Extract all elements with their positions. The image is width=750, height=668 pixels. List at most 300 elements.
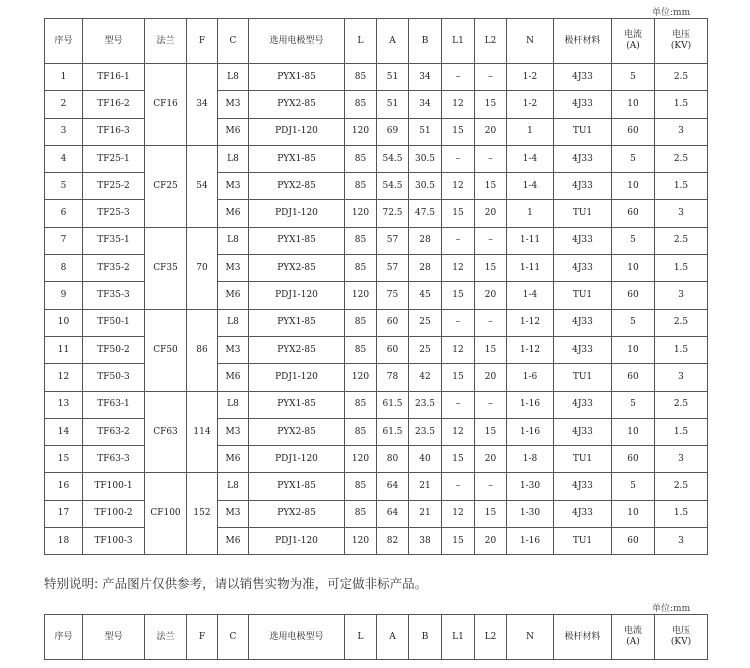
table-row [45,391,708,418]
electrode-model-cell: PDJ1-120 [249,282,345,309]
column-header [409,19,442,64]
b-cell: 28 [409,227,442,254]
voltage-cell: 1.5 [655,500,708,527]
index-cell: 13 [45,391,83,418]
column-header-label: F [198,631,206,642]
table-row [45,173,708,200]
model-cell: TF16-1 [83,64,145,91]
index-cell: 14 [45,418,83,445]
l1-cell: – [442,64,475,91]
voltage-cell: 2.5 [655,64,708,91]
l1-cell: – [442,473,475,500]
column-header [554,615,612,660]
model-cell: TF100-1 [83,473,145,500]
c-cell: L8 [218,145,249,172]
l2-cell: – [475,391,507,418]
l-cell: 120 [345,528,377,555]
b-cell: 38 [409,528,442,555]
electrode-model-cell: PDJ1-120 [249,200,345,227]
material-cell: 4J33 [554,145,612,172]
a-cell: 61.5 [377,391,409,418]
l2-cell: 20 [475,446,507,473]
n-cell: 1-2 [507,64,554,91]
n-cell: 1-2 [507,91,554,118]
column-header-unit: (A) [626,41,640,51]
f-cell: 152 [187,473,218,555]
column-header [655,615,708,660]
index-cell: 17 [45,500,83,527]
l2-cell: – [475,145,507,172]
column-header [507,19,554,64]
l2-cell: 20 [475,118,507,145]
current-cell: 60 [612,446,655,473]
voltage-cell: 1.5 [655,418,708,445]
flange-cell: CF25 [145,145,187,227]
l1-cell: 15 [442,446,475,473]
voltage-cell: 3 [655,364,708,391]
electrode-model-cell: PYX1-85 [249,145,345,172]
current-cell: 10 [612,336,655,363]
flange-cell: CF50 [145,309,187,391]
current-cell: 5 [612,145,655,172]
b-cell: 34 [409,64,442,91]
material-cell: 4J33 [554,500,612,527]
column-header-label: 型号 [104,35,123,46]
table-row [45,309,708,336]
material-cell: TU1 [554,528,612,555]
column-header-label: A [389,631,396,642]
l1-cell: – [442,145,475,172]
column-header [187,615,218,660]
column-header [249,615,345,660]
l1-cell: 15 [442,200,475,227]
column-header [249,19,345,64]
model-cell: TF50-2 [83,336,145,363]
column-header-label: 电压 [671,626,690,636]
column-header-label: L2 [484,35,497,46]
model-cell: TF50-3 [83,364,145,391]
voltage-cell: 3 [655,446,708,473]
b-cell: 51 [409,118,442,145]
electrode-model-cell: PYX1-85 [249,473,345,500]
material-cell: 4J33 [554,391,612,418]
b-cell: 21 [409,500,442,527]
column-header-unit: (KV) [670,637,692,647]
b-cell: 25 [409,309,442,336]
voltage-cell: 3 [655,282,708,309]
column-header [377,615,409,660]
l1-cell: – [442,391,475,418]
column-header-label: 极杆材料 [564,35,601,46]
l1-cell: 12 [442,91,475,118]
l1-cell: 12 [442,173,475,200]
current-cell: 10 [612,173,655,200]
l-cell: 120 [345,364,377,391]
column-header [187,19,218,64]
table-row [45,227,708,254]
voltage-cell: 3 [655,200,708,227]
flange-cell: CF63 [145,391,187,473]
c-cell: L8 [218,227,249,254]
voltage-cell: 3 [655,118,708,145]
current-cell: 10 [612,91,655,118]
f-cell: 54 [187,145,218,227]
b-cell: 45 [409,282,442,309]
column-header [475,615,507,660]
n-cell: 1-6 [507,364,554,391]
column-header-label: 选用电极型号 [269,631,324,642]
unit-label-bottom: 单位:mm [652,604,691,614]
column-header [83,19,145,64]
l2-cell: 20 [475,364,507,391]
l-cell: 85 [345,500,377,527]
column-header [554,19,612,64]
index-cell: 3 [45,118,83,145]
column-header-label: 极杆材料 [564,631,601,642]
model-cell: TF63-3 [83,446,145,473]
current-cell: 5 [612,473,655,500]
a-cell: 82 [377,528,409,555]
table-row [45,118,708,145]
column-header-label: 序号 [54,35,73,46]
n-cell: 1-12 [507,336,554,363]
table-header-row [45,19,708,64]
table-row [45,200,708,227]
voltage-cell: 1.5 [655,91,708,118]
table-row [45,91,708,118]
c-cell: M3 [218,173,249,200]
electrode-model-cell: PDJ1-120 [249,118,345,145]
n-cell: 1 [507,118,554,145]
index-cell: 5 [45,173,83,200]
voltage-cell: 2.5 [655,473,708,500]
model-cell: TF16-3 [83,118,145,145]
electrode-model-cell: PYX2-85 [249,336,345,363]
current-cell: 60 [612,364,655,391]
c-cell: M3 [218,336,249,363]
electrode-model-cell: PYX1-85 [249,64,345,91]
n-cell: 1-8 [507,446,554,473]
column-header-label: L1 [452,35,464,46]
column-header [218,615,249,660]
l-cell: 85 [345,173,377,200]
column-header-unit: (A) [626,637,640,647]
n-cell: 1-4 [507,145,554,172]
column-header-label: 型号 [104,631,123,642]
n-cell: 1-12 [507,309,554,336]
column-header-label: F [198,35,206,46]
c-cell: M6 [218,528,249,555]
column-header-label: C [229,631,237,642]
l1-cell: 12 [442,336,475,363]
n-cell: 1-4 [507,173,554,200]
material-cell: 4J33 [554,64,612,91]
n-cell: 1-4 [507,282,554,309]
material-cell: TU1 [554,282,612,309]
column-header [507,615,554,660]
l-cell: 85 [345,336,377,363]
l-cell: 85 [345,255,377,282]
spec-table [44,18,708,555]
column-header-label: N [526,631,534,642]
column-header-label: A [389,35,396,46]
n-cell: 1-30 [507,473,554,500]
model-cell: TF35-3 [83,282,145,309]
model-cell: TF25-3 [83,200,145,227]
l2-cell: 15 [475,173,507,200]
b-cell: 30.5 [409,145,442,172]
material-cell: 4J33 [554,173,612,200]
l-cell: 85 [345,418,377,445]
c-cell: M3 [218,91,249,118]
table-row [45,145,708,172]
b-cell: 40 [409,446,442,473]
column-header-label: N [526,35,534,46]
column-header-label: L1 [452,631,464,642]
column-header-label: C [229,35,237,46]
electrode-model-cell: PDJ1-120 [249,446,345,473]
electrode-model-cell: PYX1-85 [249,227,345,254]
column-header [442,19,475,64]
unit-label-top: 单位:mm [652,8,691,18]
l1-cell: 15 [442,282,475,309]
l2-cell: 15 [475,418,507,445]
current-cell: 5 [612,227,655,254]
l1-cell: – [442,309,475,336]
index-cell: 10 [45,309,83,336]
l2-cell: 15 [475,500,507,527]
flange-cell: CF35 [145,227,187,309]
material-cell: 4J33 [554,336,612,363]
electrode-model-cell: PYX2-85 [249,173,345,200]
voltage-cell: 2.5 [655,145,708,172]
table-row [45,64,708,91]
current-cell: 60 [612,528,655,555]
index-cell: 9 [45,282,83,309]
spec-table-repeat [44,614,708,660]
current-cell: 60 [612,118,655,145]
l-cell: 85 [345,473,377,500]
c-cell: L8 [218,473,249,500]
column-header [45,19,83,64]
flange-cell: CF16 [145,64,187,146]
model-cell: TF25-1 [83,145,145,172]
flange-cell: CF100 [145,473,187,555]
material-cell: TU1 [554,364,612,391]
index-cell: 15 [45,446,83,473]
voltage-cell: 3 [655,528,708,555]
column-header-label: 电流 [623,626,642,636]
current-cell: 5 [612,64,655,91]
l1-cell: 12 [442,500,475,527]
l-cell: 120 [345,282,377,309]
c-cell: M6 [218,282,249,309]
column-header-label: 序号 [54,631,73,642]
l-cell: 120 [345,446,377,473]
l2-cell: 15 [475,255,507,282]
a-cell: 80 [377,446,409,473]
b-cell: 34 [409,91,442,118]
c-cell: L8 [218,64,249,91]
material-cell: 4J33 [554,473,612,500]
c-cell: M6 [218,446,249,473]
a-cell: 64 [377,473,409,500]
model-cell: TF35-1 [83,227,145,254]
l-cell: 85 [345,309,377,336]
l-cell: 85 [345,64,377,91]
index-cell: 18 [45,528,83,555]
column-header-label: B [421,631,429,642]
column-header-label: L [357,35,364,46]
current-cell: 60 [612,200,655,227]
electrode-model-cell: PYX2-85 [249,500,345,527]
column-header-label: 电流 [623,30,642,40]
l2-cell: 20 [475,200,507,227]
electrode-model-cell: PYX1-85 [249,309,345,336]
model-cell: TF25-2 [83,173,145,200]
f-cell: 34 [187,64,218,146]
c-cell: L8 [218,391,249,418]
material-cell: 4J33 [554,91,612,118]
electrode-model-cell: PDJ1-120 [249,364,345,391]
table-row [45,364,708,391]
voltage-cell: 1.5 [655,255,708,282]
table-row [45,528,708,555]
table-row [45,500,708,527]
l2-cell: 20 [475,528,507,555]
material-cell: TU1 [554,200,612,227]
column-header-label: B [421,35,429,46]
b-cell: 25 [409,336,442,363]
a-cell: 60 [377,309,409,336]
current-cell: 5 [612,391,655,418]
table-body [45,64,708,555]
l-cell: 85 [345,145,377,172]
n-cell: 1-16 [507,418,554,445]
a-cell: 69 [377,118,409,145]
table-row [45,473,708,500]
index-cell: 1 [45,64,83,91]
a-cell: 51 [377,64,409,91]
current-cell: 10 [612,500,655,527]
c-cell: M3 [218,418,249,445]
l-cell: 120 [345,118,377,145]
model-cell: TF50-1 [83,309,145,336]
column-header-label: 法兰 [156,35,175,46]
model-cell: TF63-2 [83,418,145,445]
voltage-cell: 1.5 [655,173,708,200]
material-cell: TU1 [554,118,612,145]
table-row [45,282,708,309]
index-cell: 11 [45,336,83,363]
index-cell: 4 [45,145,83,172]
c-cell: M3 [218,500,249,527]
a-cell: 54.5 [377,145,409,172]
n-cell: 1 [507,200,554,227]
index-cell: 16 [45,473,83,500]
column-header [145,19,187,64]
column-header-label: 电压 [671,30,690,40]
l2-cell: – [475,473,507,500]
b-cell: 30.5 [409,173,442,200]
column-header [145,615,187,660]
l-cell: 85 [345,391,377,418]
material-cell: 4J33 [554,227,612,254]
column-header [345,615,377,660]
l1-cell: 15 [442,528,475,555]
voltage-cell: 2.5 [655,227,708,254]
a-cell: 51 [377,91,409,118]
l1-cell: 15 [442,364,475,391]
a-cell: 57 [377,255,409,282]
b-cell: 47.5 [409,200,442,227]
c-cell: M6 [218,364,249,391]
column-header-label: 法兰 [156,631,175,642]
model-cell: TF16-2 [83,91,145,118]
f-cell: 114 [187,391,218,473]
column-header [218,19,249,64]
column-header [377,19,409,64]
material-cell: 4J33 [554,255,612,282]
l1-cell: 15 [442,118,475,145]
model-cell: TF35-2 [83,255,145,282]
index-cell: 2 [45,91,83,118]
column-header [83,615,145,660]
electrode-model-cell: PYX2-85 [249,91,345,118]
index-cell: 6 [45,200,83,227]
column-header-label: 选用电极型号 [269,35,324,46]
a-cell: 57 [377,227,409,254]
column-header [442,615,475,660]
model-cell: TF100-2 [83,500,145,527]
n-cell: 1-30 [507,500,554,527]
a-cell: 75 [377,282,409,309]
column-header-label: L [357,631,364,642]
n-cell: 1-11 [507,255,554,282]
table-row [45,446,708,473]
l2-cell: – [475,64,507,91]
column-header [45,615,83,660]
f-cell: 86 [187,309,218,391]
b-cell: 23.5 [409,418,442,445]
current-cell: 5 [612,309,655,336]
index-cell: 12 [45,364,83,391]
index-cell: 7 [45,227,83,254]
a-cell: 54.5 [377,173,409,200]
b-cell: 21 [409,473,442,500]
voltage-cell: 2.5 [655,309,708,336]
c-cell: L8 [218,309,249,336]
table-header-row [45,615,708,660]
current-cell: 10 [612,418,655,445]
electrode-model-cell: PYX2-85 [249,418,345,445]
voltage-cell: 2.5 [655,391,708,418]
column-header-unit: (KV) [670,41,692,51]
l2-cell: 15 [475,336,507,363]
l-cell: 85 [345,227,377,254]
c-cell: M6 [218,118,249,145]
n-cell: 1-16 [507,391,554,418]
current-cell: 10 [612,255,655,282]
a-cell: 61.5 [377,418,409,445]
special-note: 特别说明: 产品图片仅供参考，请以销售实物为准，可定做非标产品。 [44,576,428,591]
table-row [45,336,708,363]
column-header [345,19,377,64]
b-cell: 23.5 [409,391,442,418]
l2-cell: – [475,309,507,336]
l-cell: 120 [345,200,377,227]
b-cell: 42 [409,364,442,391]
